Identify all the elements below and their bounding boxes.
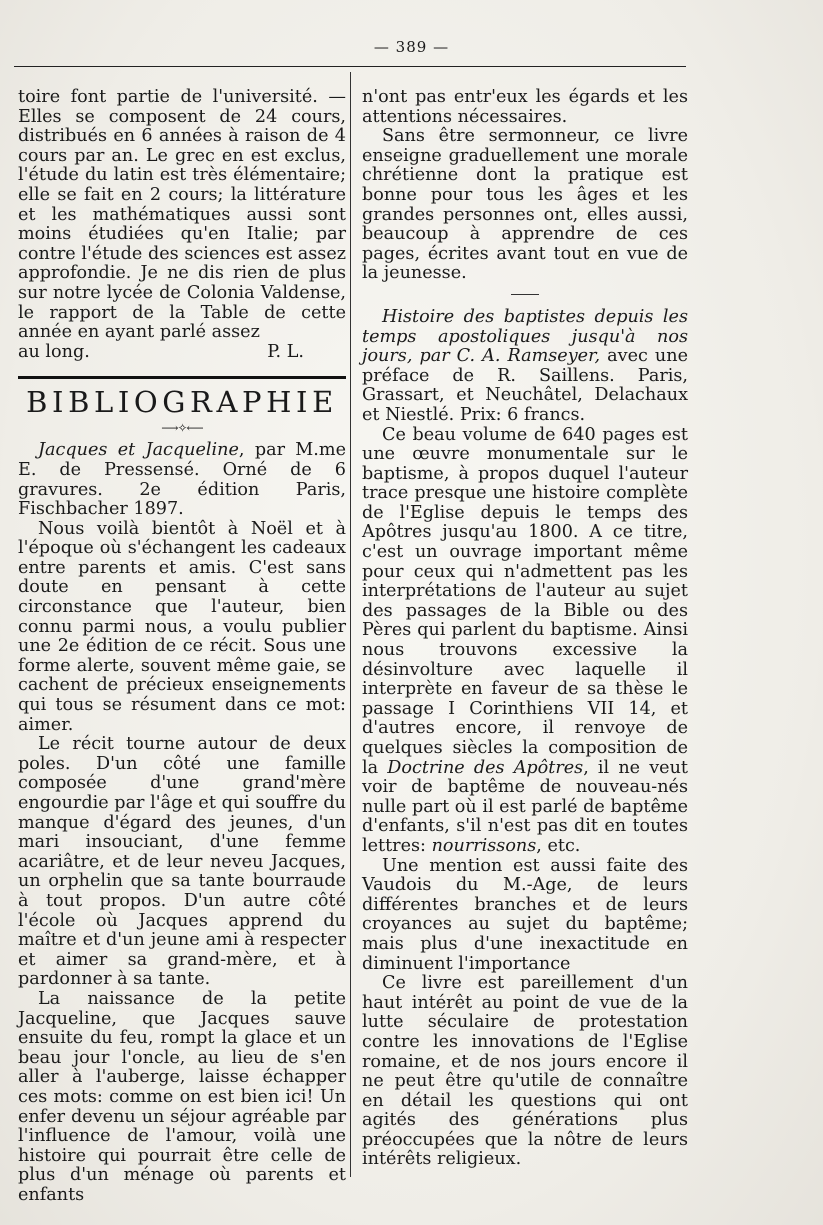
review1-paragraph-2: Le récit tourne autour de deux poles. D'un côté une famille composée d'une grand'mère engourdie par l'âge et qui souffre du manque d'égard des jeunes, d'un mari insouciant, d'une femme acariâtre, et de leur neveu Jacques, un orphelin que sa tante bourraude à tout propos. D'un autre côté l'école où Jacques apprend du maître et d'un jeune ami à respecter et aimer sa grand-mère, et à pardonner à sa tante. <box>18 734 346 990</box>
review1-paragraph-4: Sans être sermonneur, ce livre enseigne graduellement une morale chrétienne dont la pratique est bonne pour tous les âges et les grandes personnes ont, elles aussi, beaucoup à apprendre de ces pages, écrites avant tout en vue de la jeunesse. <box>362 126 688 284</box>
review1-paragraph-1: Nous voilà bientôt à Noël et à l'époque où s'échangent les cadeaux entre parents et amis. C'est sans doute en pensant à cette circonstance que l'auteur, bien connu parmi nous, a voulu publier une 2e édition de ce récit. Sous une forme alerte, souvent même gaie, se cachent de précieux enseignements qui tous se résument dans ce mot: aimer. <box>18 518 346 735</box>
separator-dash <box>362 286 688 304</box>
intro-paragraph: toire font partie de l'université. — Elles se composent de 24 cours, distribués en 6 années à raison de 4 cours par an. Le grec en est exclus, l'étude du latin est très élémentaire; elle se fait en 2 cours; la littérature et les mathématiques aussi sont moins étudiées qu'en Italie; par contre l'étude des sciences est assez approfondie. Je ne dis rien de plus sur notre lycée de Colonia Valdense, le rapport de la Table de cette année en ayant parlé assez <box>18 87 346 343</box>
section-title: BIBLIOGRAPHIE <box>26 385 338 420</box>
review2-citation <box>362 308 688 426</box>
review2-citation-text: avec une préface de R. Saillens. Paris, Grassart, et Neuchâtel, Delachaux et Niestlé. Prix: 6 francs. <box>362 346 688 425</box>
signoff-line <box>18 343 346 363</box>
doctrine-title: Doctrine des Apôtres <box>387 757 584 778</box>
review1-title: Jacques et Jacqueline <box>38 440 239 461</box>
review2-paragraph-2: Une mention est aussi faite des Vaudois du M.-Age, de leurs différentes branches et de leurs croyances au sujet du baptême; mais plus d'une inexactitude en diminuent l'importance <box>362 855 688 974</box>
left-column <box>18 88 346 1205</box>
page-number: — 389 — <box>373 38 450 56</box>
review1-citation <box>18 441 346 519</box>
right-column <box>362 88 688 1170</box>
closing-word: au long. <box>18 341 90 362</box>
review2-title: Histoire des baptistes depuis les temps apostoliques jusqu'à nos jours, par C. A. Ramseyer, <box>362 306 688 367</box>
review1-citation-text: , par M.me E. de Pressensé. Orné de 6 gravures. 2e édition Paris, Fischbacher 1897. <box>18 440 346 520</box>
nourrissons-word: nourrissons <box>431 835 537 856</box>
review2-p1-part-c: , etc. <box>536 835 581 856</box>
fleuron-ornament: ⟶✧⟵ <box>161 421 203 436</box>
continued-paragraph: n'ont pas entr'eux les égards et les attentions nécessaires. <box>362 87 688 127</box>
review2-paragraph-3: Ce livre est pareillement d'un haut intérêt au point de vue de la lutte séculaire de protestation contre les innovations de l'Eglise romaine, et de nos jours encore il ne peut être qu'utile de connaître en détail les questions qui ont agités des générations plus préoccupées que la nôtre de leurs intérêts religieux. <box>362 973 688 1170</box>
review2-p1-part-b: , il ne veut voir de baptême de nouveau-nés nulle part où il est parlé de baptême d'enfants, s'il n'est pas dit en toutes lettres: <box>362 757 688 856</box>
review2-p1-part-a: Ce beau volume de 640 pages est une œuvre monumentale sur le baptisme, à propos duquel l'auteur trace presque une histoire complète de l'Eglise depuis le temps des Apôtres jusqu'au 1800. A ce titre, c'est un ouvrage important même pour ceux qui n'admettent pas les interprétations de l'auteur au sujet des passages de la Bible ou des Pères qui parlent du baptisme. Ainsi nous trouvons excessive la désinvolture avec laquelle il interprète en faveur de sa thèse le passage I Corinthiens VII 14, et d'autres encore, il renvoye de quelques siècles la composition de la <box>362 424 688 778</box>
section-rule <box>18 376 346 379</box>
review1-paragraph-3: La naissance de la petite Jacqueline, que Jacques sauve ensuite du feu, rompt la glace et un beau jour l'oncle, au lieu de s'en aller à l'auberge, laisse échapper ces mots: comme on est bien ici! Un enfer devenu un séjour agréable par l'influence de l'amour, voilà une histoire qui pourrait être celle de plus d'un ménage où parents et enfants <box>18 988 346 1205</box>
signature: P. L. <box>267 341 304 362</box>
header-rule <box>14 66 686 67</box>
column-divider <box>350 72 351 1177</box>
review2-paragraph-1 <box>362 426 688 857</box>
